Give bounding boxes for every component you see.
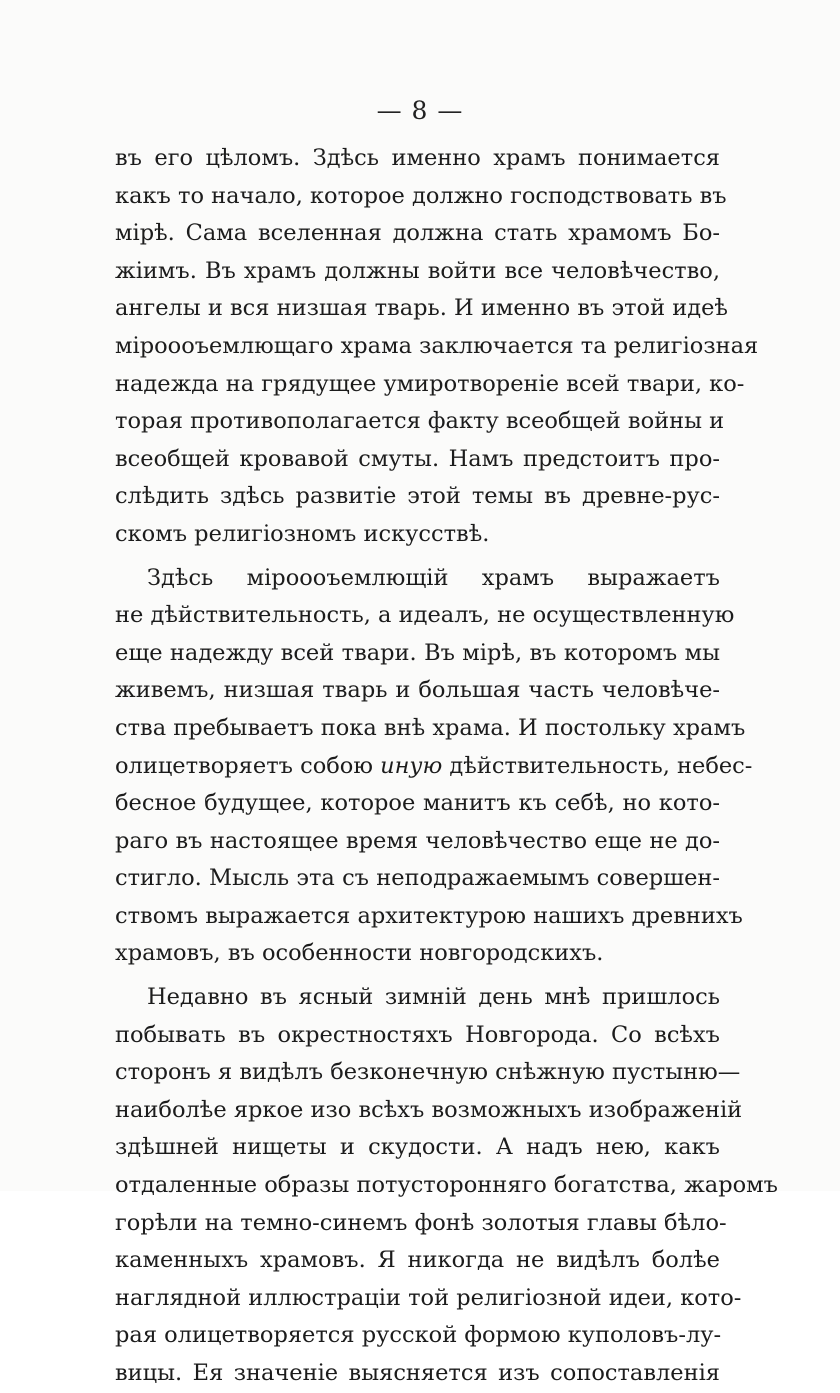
- text-line: вицы. Ея значеніе выясняется изъ сопоставленія: [115, 1360, 720, 1386]
- text-line: отдаленные образы потусторонняго богатства, жаромъ: [115, 1172, 778, 1199]
- text-line: ангелы и вся низшая тварь. И именно въ этой идеѣ: [115, 295, 728, 322]
- body-text: [115, 140, 778, 1393]
- text-line: каменныхъ храмовъ. Я никогда не видѣлъ болѣе: [115, 1247, 720, 1274]
- text-line: живемъ, низшая тварь и большая часть человѣче-: [115, 677, 720, 704]
- text-line: ства пребываетъ пока внѣ храма. И постольку храмъ: [115, 714, 746, 741]
- text-segment: олицетворяетъ собою: [115, 752, 373, 779]
- text-line: раго въ настоящее время человѣчество еще не до-: [115, 827, 720, 854]
- text-line: здѣшней нищеты и скудости. А надъ нею, какъ: [115, 1134, 720, 1161]
- text-line: рая олицетворяется русской формою куполовъ-лу-: [115, 1322, 722, 1349]
- paragraph-2: [115, 560, 753, 974]
- text-line: слѣдить здѣсь развитіе этой темы въ древне-рус-: [115, 483, 720, 510]
- text-line: горѣли на темно-синемъ фонѣ золотыя главы бѣло-: [115, 1209, 727, 1236]
- text-line: міроооъемлющаго храма заключается та религіозная: [115, 332, 759, 359]
- paragraph-3: [115, 979, 778, 1393]
- text-line: не дѣйствительность, а идеалъ, не осуществленную: [115, 602, 735, 629]
- text-line: Недавно въ ясный зимній день мнѣ пришлось: [147, 984, 720, 1011]
- text-line: Здѣсь міроооъемлющій храмъ выражаетъ: [147, 564, 720, 591]
- text-line-with-italic: [115, 748, 753, 786]
- text-line: надежда на грядущее умиротвореніе всей твари, ко-: [115, 370, 745, 397]
- text-line: побывать въ окрестностяхъ Новгорода. Со всѣхъ: [115, 1021, 720, 1048]
- text-line: бесное будущее, которое манитъ къ себѣ, но кото-: [115, 790, 720, 817]
- text-line: стигло. Мысль эта съ неподражаемымъ совершен-: [115, 865, 720, 892]
- paragraph-1: [115, 140, 759, 554]
- text-line: жіимъ. Въ храмъ должны войти все человѣчество,: [115, 257, 720, 284]
- text-line: какъ то начало, которое должно господствовать въ: [115, 182, 727, 209]
- text-line: торая противополагается факту всеобщей войны и: [115, 408, 725, 435]
- italic-word: иную: [380, 752, 443, 779]
- page-number: — 8 —: [376, 96, 464, 125]
- text-segment: дѣйствительность, небес-: [449, 752, 753, 779]
- text-line: наиболѣе яркое изо всѣхъ возможныхъ изображеній: [115, 1096, 743, 1123]
- text-line: ствомъ выражается архитектурою нашихъ древнихъ: [115, 902, 743, 929]
- text-line: наглядной иллюстраціи той религіозной идеи, кото-: [115, 1284, 742, 1311]
- text-line: мірѣ. Сама вселенная должна стать храмомъ Бо-: [115, 220, 720, 247]
- text-line: всеобщей кровавой смуты. Намъ предстоитъ про-: [115, 445, 720, 472]
- text-line: еще надежду всей твари. Въ мірѣ, въ которомъ мы: [115, 639, 720, 666]
- text-line: скомъ религіозномъ искусствѣ.: [115, 520, 490, 547]
- text-line: сторонъ я видѣлъ безконечную снѣжную пустыню—: [115, 1059, 741, 1086]
- text-line: въ его цѣломъ. Здѣсь именно храмъ понимается: [115, 145, 720, 171]
- text-line: храмовъ, въ особенности новгородскихъ.: [115, 940, 604, 967]
